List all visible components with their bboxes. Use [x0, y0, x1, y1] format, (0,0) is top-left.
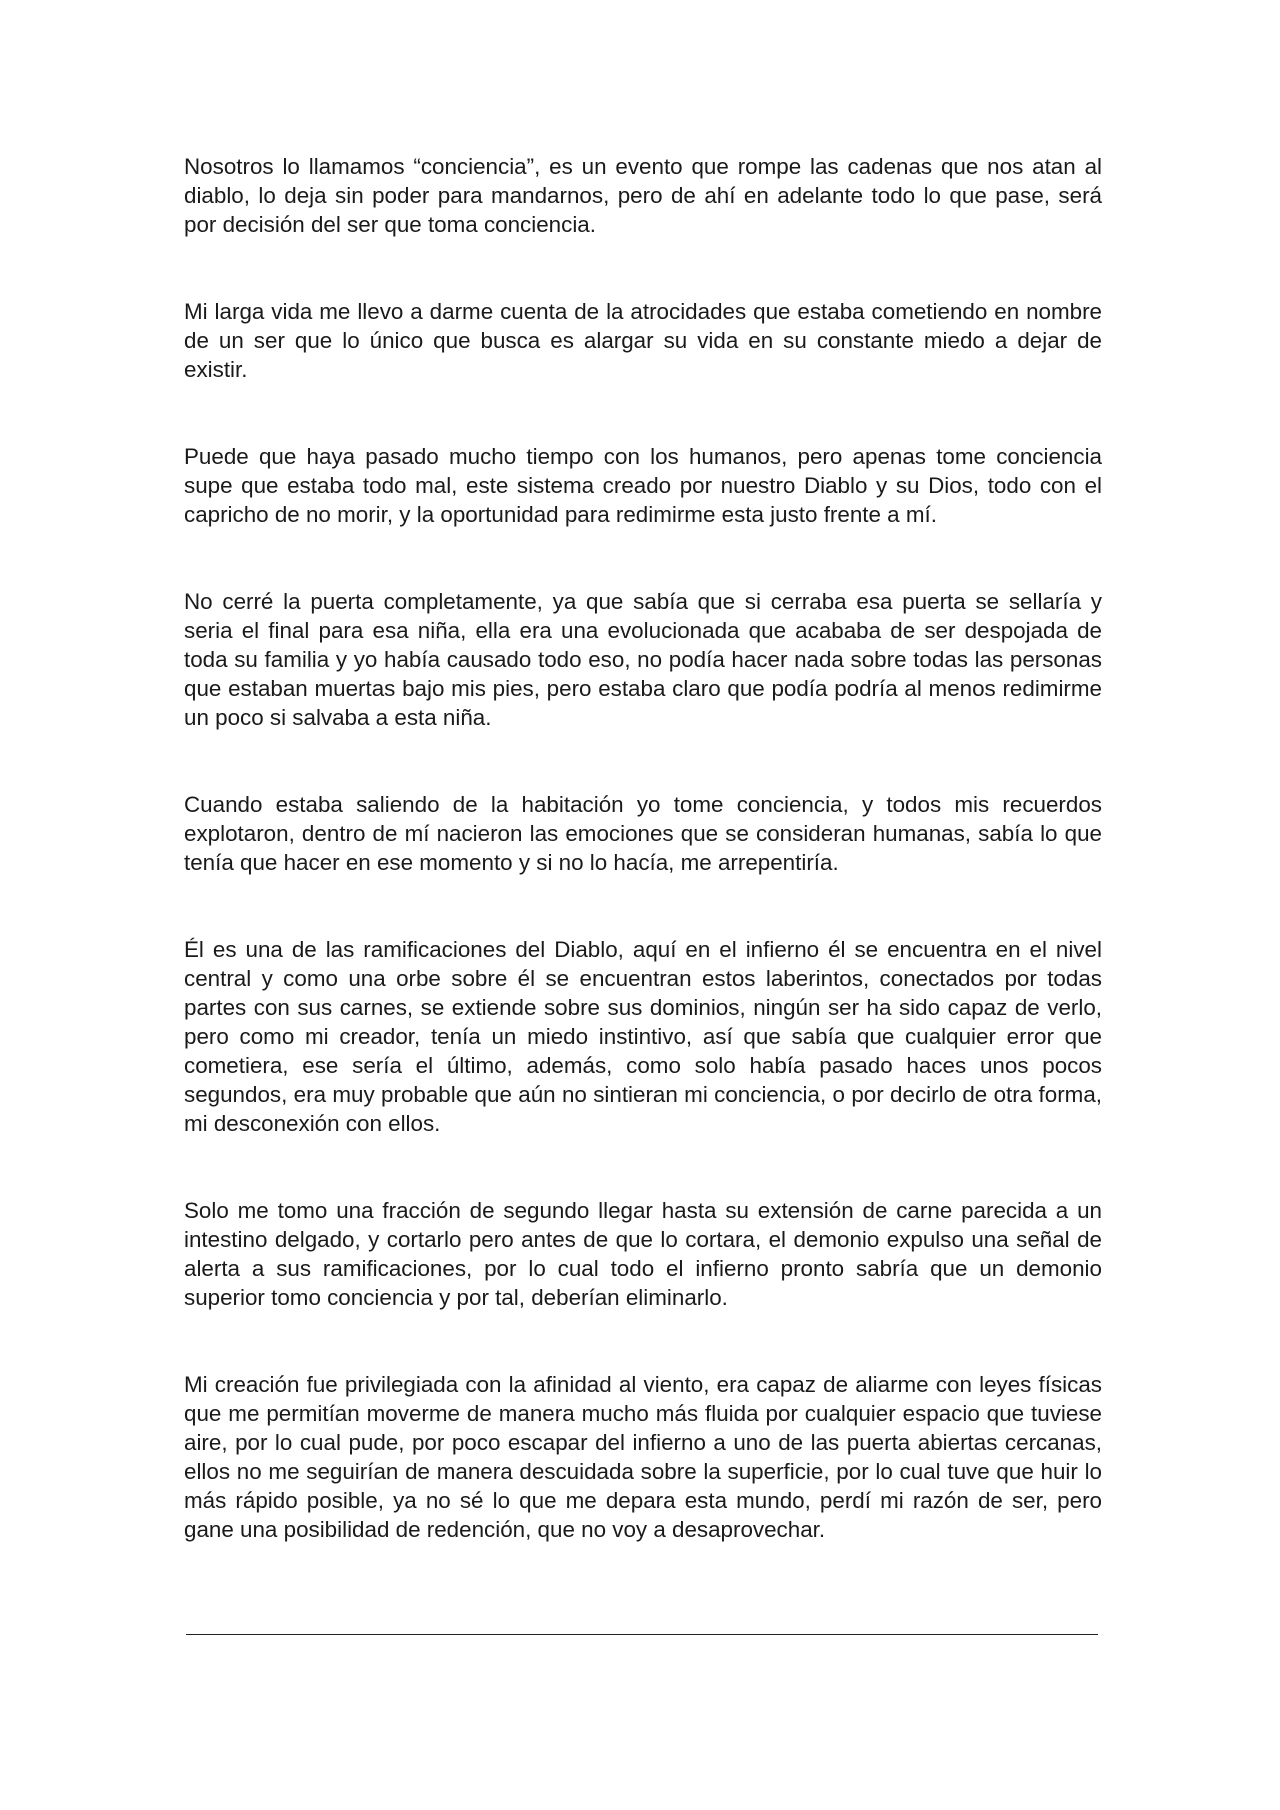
paragraph-1: Nosotros lo llamamos “conciencia”, es un evento que rompe las cadenas que nos atan al diablo, lo deja sin poder para mandarnos, pero de ahí en adelante todo lo que pase, será por decisión del ser que toma conciencia.	[184, 154, 1102, 237]
paragraph-8: Mi creación fue privilegiada con la afinidad al viento, era capaz de aliarme con leyes físicas que me permitían moverme de manera mucho más fluida por cualquier espacio que tuviese aire, por lo cual pude, por poco escapar del infierno a uno de las puerta abiertas cercanas, ellos no me seguirían de manera descuidada sobre la superficie, por lo cual tuve que huir lo más rápido posible, ya no sé lo que me depara esta mundo, perdí mi razón de ser, pero gane una posibilidad de redención, que no voy a desaprovechar.	[184, 1372, 1102, 1542]
paragraph-7: Solo me tomo una fracción de segundo llegar hasta su extensión de carne parecida a un intestino delgado, y cortarlo pero antes de que lo cortara, el demonio expulso una señal de alerta a sus ramificaciones, por lo cual todo el infierno pronto sabría que un demonio superior tomo conciencia y por tal, deberían eliminarlo.	[184, 1198, 1102, 1310]
paragraph-2: Mi larga vida me llevo a darme cuenta de la atrocidades que estaba cometiendo en nombre de un ser que lo único que busca es alargar su vida en su constante miedo a dejar de existir.	[184, 299, 1102, 382]
paragraph-6: Él es una de las ramificaciones del Diablo, aquí en el infierno él se encuentra en el nivel central y como una orbe sobre él se encuentran estos laberintos, conectados por todas partes con sus carnes, se extiende sobre sus dominios, ningún ser ha sido capaz de verlo, pero como mi creador, tenía un miedo instintivo, así que sabía que cualquier error que cometiera, ese sería el último, además, como solo había pasado haces unos pocos segundos, era muy probable que aún no sintieran mi conciencia, o por decirlo de otra forma, mi desconexión con ellos.	[184, 937, 1102, 1136]
text-column	[184, 152, 1102, 1544]
paragraph-3: Puede que haya pasado mucho tiempo con los humanos, pero apenas tome conciencia supe que estaba todo mal, este sistema creado por nuestro Diablo y su Dios, todo con el capricho de no morir, y la oportunidad para redimirme esta justo frente a mí.	[184, 444, 1102, 527]
separator-line	[186, 1634, 1098, 1635]
paragraph-4: No cerré la puerta completamente, ya que sabía que si cerraba esa puerta se sellaría y seria el final para esa niña, ella era una evolucionada que acababa de ser despojada de toda su familia y yo había causado todo eso, no podía hacer nada sobre todas las personas que estaban muertas bajo mis pies, pero estaba claro que podía podría al menos redimirme un poco si salvaba a esta niña.	[184, 589, 1102, 730]
paragraph-5: Cuando estaba saliendo de la habitación yo tome conciencia, y todos mis recuerdos explotaron, dentro de mí nacieron las emociones que se consideran humanas, sabía lo que tenía que hacer en ese momento y si no lo hacía, me arrepentiría.	[184, 792, 1102, 875]
